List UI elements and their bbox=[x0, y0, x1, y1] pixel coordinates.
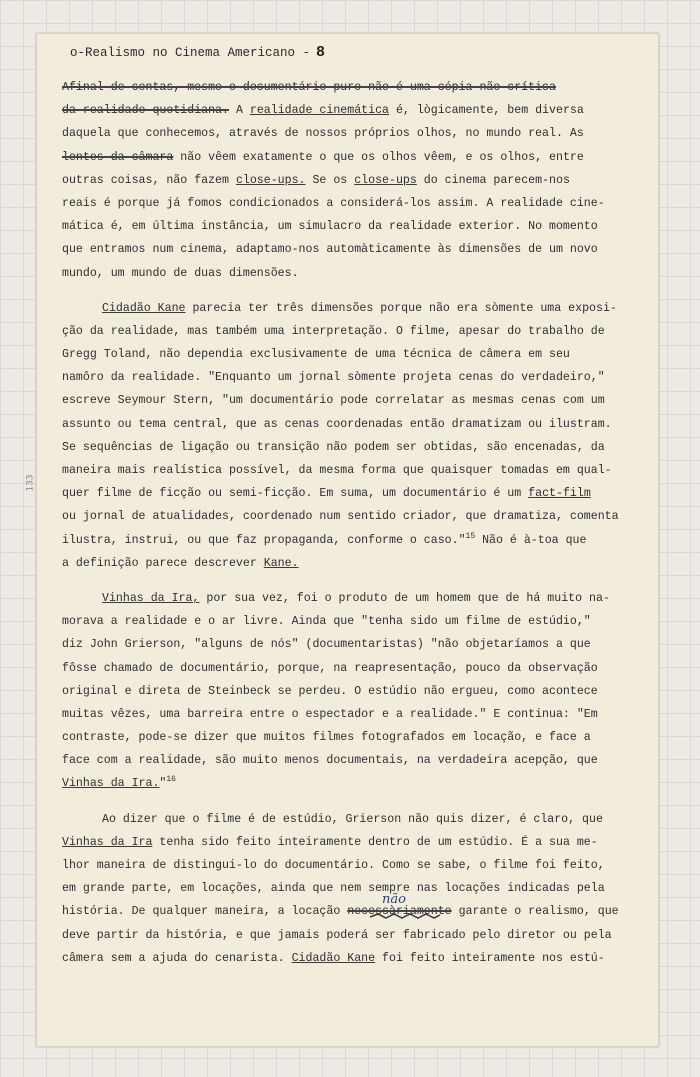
text-run: deve partir da história, e que jamais poderá ser fabricado pelo diretor ou pela bbox=[62, 928, 612, 942]
text-run: a definição parece descrever bbox=[62, 556, 264, 570]
underlined-title: close-ups. bbox=[235, 173, 306, 187]
text-run: lhor maneira de distingui-lo do documentário. Como se sabe, o filme foi feito, bbox=[62, 859, 605, 872]
underlined-title: fact-film bbox=[528, 487, 591, 501]
text-run: parecia ter três dimensões porque não era sòmente uma exposi- bbox=[185, 301, 617, 315]
text-line bbox=[62, 192, 652, 215]
paragraph-gap bbox=[62, 796, 652, 808]
text-line bbox=[62, 680, 652, 703]
text-line bbox=[62, 552, 652, 575]
text-run: ou jornal de atualidades, coordenado num sentido criador, que dramatiza, comenta bbox=[62, 510, 619, 524]
text-run: Se sequências de ligação ou transição não podem ser obtidas, são encenadas, da bbox=[62, 440, 605, 454]
struck-text: necessàriamente bbox=[347, 905, 452, 919]
footnote-ref: 16 bbox=[166, 775, 176, 785]
text-line bbox=[62, 122, 652, 145]
text-line bbox=[62, 947, 652, 970]
running-header bbox=[70, 44, 325, 61]
text-run: garante o realismo, que bbox=[451, 905, 619, 919]
header-title: o-Realismo no Cinema Americano - bbox=[70, 46, 311, 60]
body-text bbox=[62, 76, 652, 970]
text-line bbox=[62, 262, 652, 285]
text-line bbox=[62, 389, 652, 412]
text-line bbox=[62, 877, 652, 900]
text-line bbox=[62, 76, 652, 99]
text-line bbox=[62, 215, 652, 238]
struck-text: lentes da câmara bbox=[62, 150, 174, 164]
text-run: diz John Grierson, "alguns de nós" (documentaristas) "não objetaríamos a que bbox=[62, 638, 591, 652]
text-line bbox=[62, 169, 652, 192]
paragraph-gap bbox=[62, 285, 652, 297]
text-run: quer filme de ficção ou semi-ficção. Em suma, um documentário é um bbox=[62, 487, 529, 501]
text-line bbox=[62, 900, 652, 923]
text-run: morava a realidade e o ar livre. Ainda que "tenha sido um filme de estúdio," bbox=[62, 615, 591, 629]
struck-text: Afinal de contas, mesmo o documentário puro não é uma cópia não-crítica bbox=[62, 81, 556, 94]
text-line bbox=[62, 633, 652, 656]
underlined-title: realidade cinemática bbox=[249, 104, 390, 118]
text-line bbox=[62, 749, 652, 772]
underlined-title: close-ups bbox=[354, 173, 417, 187]
paragraph-gap bbox=[62, 575, 652, 587]
text-line bbox=[62, 238, 652, 261]
text-run: Se os bbox=[305, 173, 355, 187]
text-run: tenha sido feito inteiramente dentro de um estúdio. É a sua me- bbox=[152, 835, 598, 849]
text-run: mática é, em última instância, um simulacro da realidade exterior. No momento bbox=[62, 220, 598, 234]
underlined-title: Cidadão Kane bbox=[102, 301, 186, 315]
text-run: em grande parte, em locações, ainda que nem sempre nas locações indicadas pela bbox=[62, 882, 605, 896]
ink-scribble-icon bbox=[368, 911, 442, 921]
text-line bbox=[62, 772, 652, 795]
text-run: contraste, pode-se dizer que muitos filmes fotografados em locação, e face a bbox=[62, 731, 591, 745]
underlined-title: Cidadão Kane bbox=[291, 951, 376, 965]
underlined-title: Vinhas da Ira, bbox=[102, 591, 200, 605]
text-run: reais é porque já fomos condicionados a considerá-los assim. A realidade cine- bbox=[62, 196, 605, 210]
text-run: Ao dizer que o filme é de estúdio, Grierson não quis dizer, é claro, que bbox=[102, 812, 603, 826]
text-run: A bbox=[228, 104, 250, 118]
text-run: mundo, um mundo de duas dimensões. bbox=[62, 266, 299, 280]
text-run: Não é à-toa que bbox=[475, 533, 587, 547]
text-line bbox=[62, 657, 652, 680]
text-line bbox=[62, 297, 652, 320]
text-run: ção da realidade, mas também uma interpretação. O filme, apesar do trabalho de bbox=[62, 324, 605, 338]
underlined-title: Kane. bbox=[263, 556, 299, 570]
text-run: daquela que conhecemos, através de nossos próprios olhos, no mundo real. As bbox=[62, 127, 584, 141]
text-run: fôsse chamado de documentário, porque, na reapresentação, pouco da observação bbox=[62, 661, 598, 675]
text-run: outras coisas, não fazem bbox=[62, 173, 236, 187]
text-run: foi feito inteiramente nos estú- bbox=[375, 951, 605, 965]
text-line bbox=[62, 831, 652, 854]
text-line bbox=[62, 924, 652, 947]
underlined-title: Vinhas da Ira bbox=[62, 835, 153, 849]
page-number: 8 bbox=[316, 44, 326, 61]
text-run: original e direta de Steinbeck se perdeu. O estúdio não ergueu, como acontece bbox=[62, 684, 598, 698]
text-run: namôro da realidade. "Enquanto um jornal sòmente projeta cenas do verdadeiro," bbox=[62, 371, 605, 385]
text-run: é, lògicamente, bem diversa bbox=[389, 104, 584, 118]
text-run: muitas vêzes, uma barreira entre o espectador e a realidade." E continua: "Em bbox=[62, 707, 598, 721]
text-line bbox=[62, 529, 652, 552]
text-run: Gregg Toland, não dependia exclusivamente de uma técnica de câmera em seu bbox=[62, 348, 570, 362]
text-line bbox=[62, 366, 652, 389]
margin-pencil-note: 133 bbox=[25, 474, 36, 492]
text-line bbox=[62, 587, 652, 610]
underlined-title: Vinhas da Ira. bbox=[62, 777, 160, 791]
text-line bbox=[62, 482, 652, 505]
text-run: ilustra, instrui, ou que faz propaganda, conforme o caso." bbox=[62, 533, 466, 547]
text-run: história. De qualquer maneira, a locação bbox=[62, 905, 348, 919]
text-run: assunto ou tema central, que as cenas coordenadas então dramatizam ou ilustram. bbox=[62, 417, 612, 431]
text-run: que entramos num cinema, adaptamo-nos automàticamente às dimensões de um novo bbox=[62, 243, 598, 257]
text-line bbox=[62, 99, 652, 122]
text-run: maneira mais realística possível, da mesma forma que quaisquer tomadas em qual- bbox=[62, 464, 612, 477]
text-run: " bbox=[159, 777, 167, 791]
text-line bbox=[62, 726, 652, 749]
text-run: por sua vez, foi o produto de um homem que de há muito na- bbox=[199, 591, 610, 605]
text-line bbox=[62, 505, 652, 528]
text-run: não vêem exatamente o que os olhos vêem, e os olhos, entre bbox=[173, 150, 584, 164]
text-run: do cinema parecem-nos bbox=[416, 173, 570, 187]
handwritten-insert: não bbox=[382, 892, 406, 907]
text-run: escreve Seymour Stern, "um documentário pode correlatar as mesmas cenas com um bbox=[62, 394, 605, 408]
text-line bbox=[62, 413, 652, 436]
text-line bbox=[62, 146, 652, 169]
text-line bbox=[62, 436, 652, 459]
text-line bbox=[62, 610, 652, 633]
text-line bbox=[62, 343, 652, 366]
text-line bbox=[62, 854, 652, 877]
text-line bbox=[62, 459, 652, 482]
text-run: câmera sem a ajuda do cenarista. bbox=[62, 951, 292, 965]
text-line bbox=[62, 808, 652, 831]
text-line bbox=[62, 320, 652, 343]
footnote-ref: 15 bbox=[465, 531, 476, 541]
struck-text: da realidade quotidiana. bbox=[62, 104, 229, 118]
text-line bbox=[62, 703, 652, 726]
text-run: face com a realidade, são muito menos documentais, na verdadeira acepção, que bbox=[62, 754, 598, 768]
